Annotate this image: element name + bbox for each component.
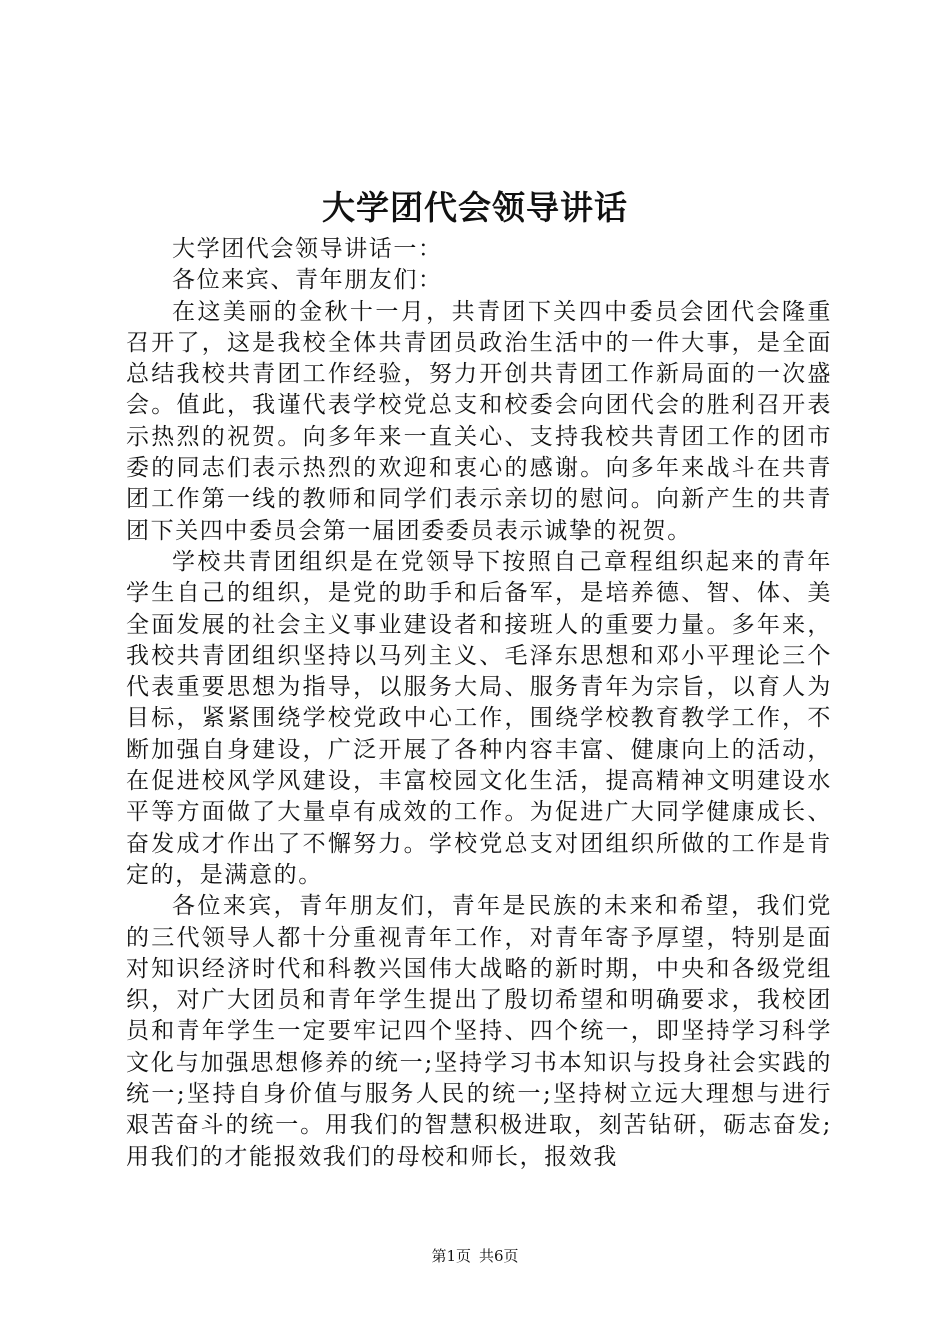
paragraph: 在这美丽的金秋十一月，共青团下关四中委员会团代会隆重召开了，这是我校全体共青团员政治生活中的一件大事，是全面总结我校共青团工作经验，努力开创共青团工作新局面的一次盛会。值此，我谨代表学校党总支和校委会向团代会的胜利召开表示热烈的祝贺。向多年来一直关心、支持我校共青团工作的团市委的同志们表示热烈的欢迎和衷心的感谢。向多年来战斗在共青团工作第一线的教师和同学们表示亲切的慰问。向新产生的共青团下关四中委员会第一届团委委员表示诚挚的祝贺。 bbox=[126, 298, 832, 544]
document-body bbox=[126, 234, 832, 1173]
paragraph: 学校共青团组织是在党领导下按照自己章程组织起来的青年学生自己的组织，是党的助手和后备军，是培养德、智、体、美全面发展的社会主义事业建设者和接班人的重要力量。多年来，我校共青团组织坚持以马列主义、毛泽东思想和邓小平理论三个代表重要思想为指导，以服务大局、服务青年为宗旨，以育人为目标，紧紧围绕学校党政中心工作，围绕学校教育教学工作，不断加强自身建设，广泛开展了各种内容丰富、健康向上的活动，在促进校风学风建设，丰富校园文化生活，提高精神文明建设水平等方面做了大量卓有成效的工作。为促进广大同学健康成长、奋发成才作出了不懈努力。学校党总支对团组织所做的工作是肯定的，是满意的。 bbox=[126, 548, 832, 888]
paragraph: 各位来宾，青年朋友们，青年是民族的未来和希望，我们党的三代领导人都十分重视青年工作，对青年寄予厚望，特别是面对知识经济时代和科教兴国伟大战略的新时期，中央和各级党组织，对广大团员和青年学生提出了殷切希望和明确要求，我校团员和青年学生一定要牢记四个坚持、四个统一，即坚持学习科学文化与加强思想修养的统一;坚持学习书本知识与投身社会实践的统一;坚持自身价值与服务人民的统一;坚持树立远大理想与进行艰苦奋斗的统一。用我们的智慧积极进取，刻苦钻研，砺志奋发;用我们的才能报效我们的母校和师长，报效我 bbox=[126, 893, 832, 1170]
document-title: 大学团代会领导讲话 bbox=[322, 188, 628, 227]
page-number: 第1页 bbox=[431, 1247, 471, 1265]
paragraph-heading: 大学团代会领导讲话一： bbox=[172, 236, 443, 262]
page-footer bbox=[0, 1246, 950, 1266]
page-total: 共6页 bbox=[479, 1247, 519, 1265]
paragraph-salutation: 各位来宾、青年朋友们： bbox=[172, 267, 443, 294]
